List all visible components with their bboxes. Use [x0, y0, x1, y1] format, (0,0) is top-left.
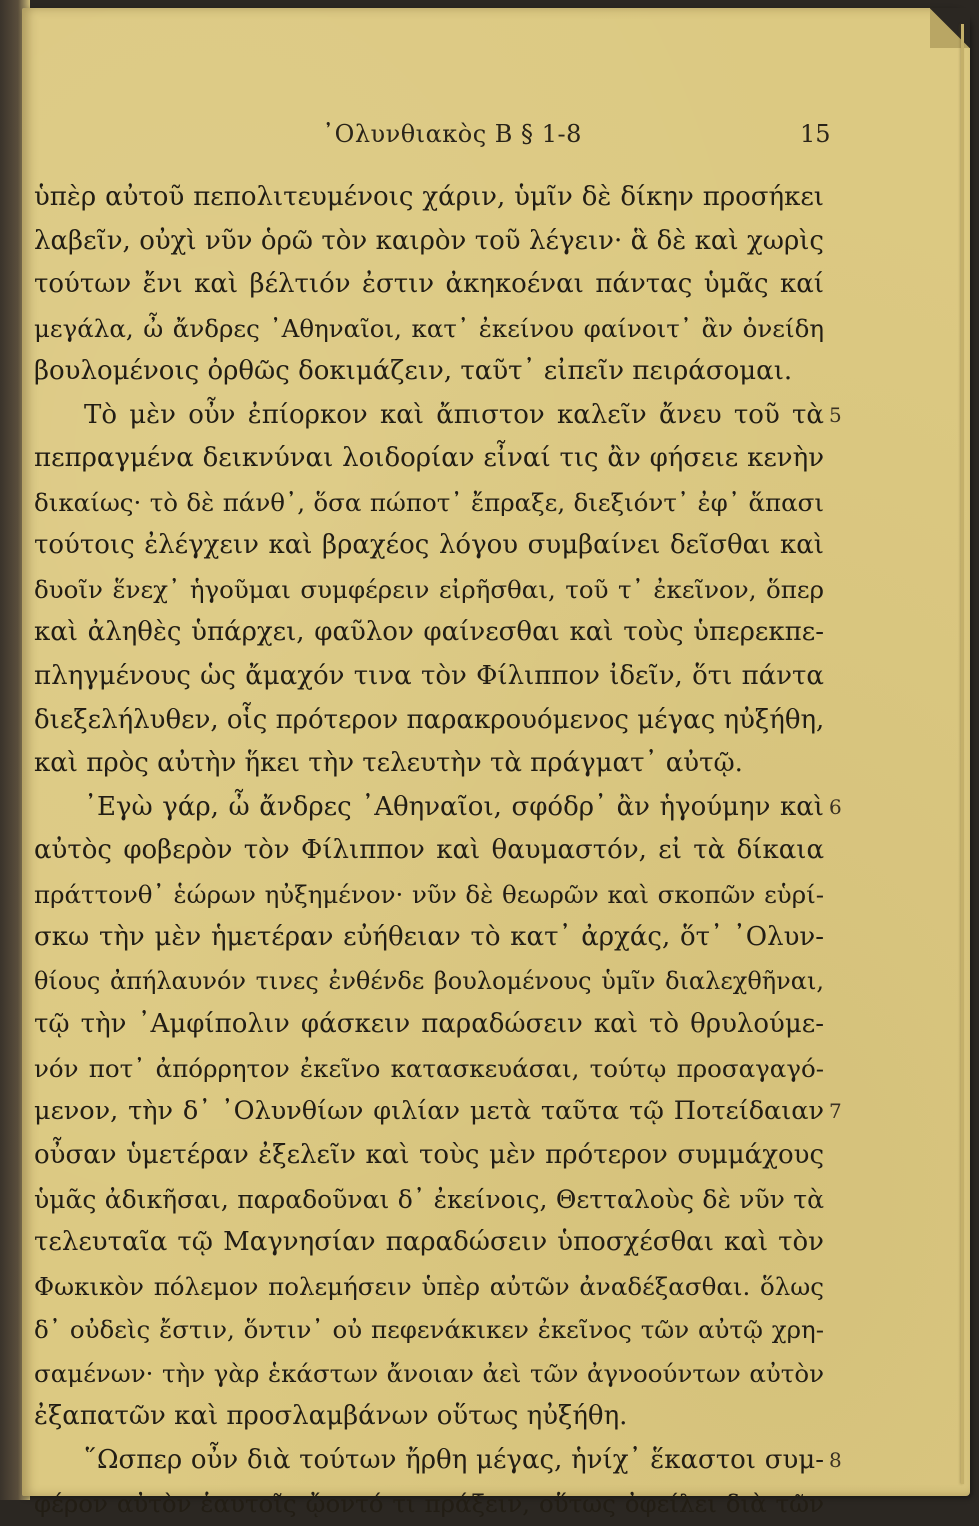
- text-line: σαμένων· τὴν γὰρ ἑκάστων ἄνοιαν ἀεὶ τῶν ἀγνοούντων αὐτὸν: [34, 1358, 824, 1388]
- text-line: ἐξαπατῶν καὶ προσλαμβάνων οὕτως ηὐξήθη.: [34, 1401, 628, 1432]
- text-line: καὶ πρὸς αὐτὴν ἥκει τὴν τελευτὴν τὰ πράγματ᾿ αὐτῷ.: [34, 748, 743, 779]
- text-line: τελευταῖα τῷ Μαγνησίαν παραδώσειν ὑποσχέσθαι καὶ τὸν: [34, 1227, 824, 1258]
- text-line: θίους ἀπήλαυνόν τινες ἐνθένδε βουλομένους ὑμῖν διαλεχθῆναι,: [34, 966, 824, 995]
- text-line: ὑπὲρ αὐτοῦ πεπολιτευμένοις χάριν, ὑμῖν δὲ δίκην προσήκει: [34, 182, 824, 212]
- section-number: 7: [829, 1099, 842, 1124]
- text-line: οὖσαν ὑμετέραν ἐξελεῖν καὶ τοὺς μὲν πρότερον συμμάχους: [34, 1140, 824, 1171]
- text-line: καὶ ἀληθὲς ὑπάρχει, φαῦλον φαίνεσθαι καὶ τοὺς ὑπερεκπε-: [34, 617, 824, 648]
- text-line: Τὸ μὲν οὖν ἐπίορκον καὶ ἄπιστον καλεῖν ἄνευ τοῦ τὰ 5: [34, 394, 824, 438]
- text-line: διεξελήλυθεν, οἷς πρότερον παρακρουόμενος μέγας ηὐξήθη,: [34, 704, 825, 735]
- page-edge: [961, 24, 964, 1484]
- text-line: Φωκικὸν πόλεμον πολεμήσειν ὑπὲρ αὐτῶν ἀναδέξασθαι. ὅλως: [34, 1271, 824, 1301]
- text-line: δικαίως· τὸ δὲ πάνθ᾿, ὅσα πώποτ᾿ ἔπραξε, διεξιόντ᾿ ἐφ᾿ ἅπασι: [34, 487, 824, 517]
- text-line: δυοῖν ἕνεχ᾿ ἡγοῦμαι συμφέρειν εἰρῆσθαι, τοῦ τ᾿ ἐκεῖνον, ὅπερ: [34, 574, 824, 604]
- text-line: μεγάλα, ὦ ἄνδρες ᾿Αθηναῖοι, κατ᾿ ἐκείνου φαίνοιτ᾿ ἂν ὀνείδη: [34, 313, 824, 343]
- text-line: ῞Ωσπερ οὖν διὰ τούτων ἤρθη μέγας, ἡνίχ᾿ ἕκαστοι συμ- 8: [34, 1439, 824, 1483]
- text-line: ὑμᾶς ἀδικῆσαι, παραδοῦναι δ᾿ ἐκείνοις, Θετταλοὺς δὲ νῦν τὰ: [34, 1184, 824, 1214]
- book-page: [22, 8, 970, 1519]
- body-text: [34, 176, 842, 1526]
- text-line: τούτοις ἐλέγχειν καὶ βραχέος λόγου συμβαίνει δεῖσθαι καὶ: [34, 530, 824, 561]
- text-line: μενον, τὴν δ᾿ ᾿Ολυνθίων φιλίαν μετὰ ταῦτα τῷ Ποτείδαιαν 7: [34, 1090, 824, 1134]
- text-line: πεπραγμένα δεικνύναι λοιδορίαν εἶναί τις ἂν φήσειε κενὴν: [34, 443, 824, 474]
- text-line: νόν ποτ᾿ ἀπόρρητον ἐκεῖνο κατασκευάσαι, τούτῳ προσαγαγό-: [34, 1053, 824, 1083]
- page-number: 15: [800, 120, 831, 148]
- text-line: ᾿Εγὼ γάρ, ὦ ἄνδρες ᾿Αθηναῖοι, σφόδρ᾿ ἂν ἡγούμην καὶ 6: [34, 786, 824, 830]
- text-line: φέρον αὐτὸν ἑαυτοῖς ᾤοντό τι πράξειν, οὕτως ὀφείλει διὰ τῶν: [34, 1489, 824, 1519]
- page-corner: [930, 8, 970, 48]
- section-number: 6: [829, 794, 842, 819]
- text-line: τῷ τὴν ᾿Αμφίπολιν φάσκειν παραδώσειν καὶ τὸ θρυλούμε-: [34, 1009, 824, 1040]
- text-line: πράττονθ᾿ ἑώρων ηὐξημένον· νῦν δὲ θεωρῶν καὶ σκοπῶν εὑρί-: [34, 879, 824, 909]
- section-number: 5: [829, 402, 842, 427]
- text-line: λαβεῖν, οὐχὶ νῦν ὁρῶ τὸν καιρὸν τοῦ λέγειν· ἃ δὲ καὶ χωρὶς: [34, 225, 824, 256]
- text-line: πληγμένους ὡς ἄμαχόν τινα τὸν Φίλιππον ἰδεῖν, ὅτι πάντα: [34, 661, 824, 692]
- text-line: τούτων ἔνι καὶ βέλτιόν ἐστιν ἀκηκοέναι πάντας ὑμᾶς καί: [34, 269, 824, 300]
- text-line: αὐτὸς φοβερὸν τὸν Φίλιππον καὶ θαυμαστόν, εἰ τὰ δίκαια: [34, 835, 824, 866]
- text-line: σκω τὴν μὲν ἡμετέραν εὐήθειαν τὸ κατ᾿ ἀρχάς, ὅτ᾿ ᾿Ολυν-: [34, 922, 824, 953]
- text-line: βουλομένοις ὀρθῶς δοκιμάζειν, ταῦτ᾿ εἰπεῖν πειράσομαι.: [34, 356, 793, 387]
- section-number: 8: [829, 1447, 842, 1472]
- running-header: ᾿Ολυνθιακὸς Β § 1-8: [322, 120, 582, 148]
- text-line: δ᾿ οὐδεὶς ἔστιν, ὅντιν᾿ οὐ πεφενάκικεν ἐκεῖνος τῶν αὐτῷ χρη-: [34, 1315, 824, 1345]
